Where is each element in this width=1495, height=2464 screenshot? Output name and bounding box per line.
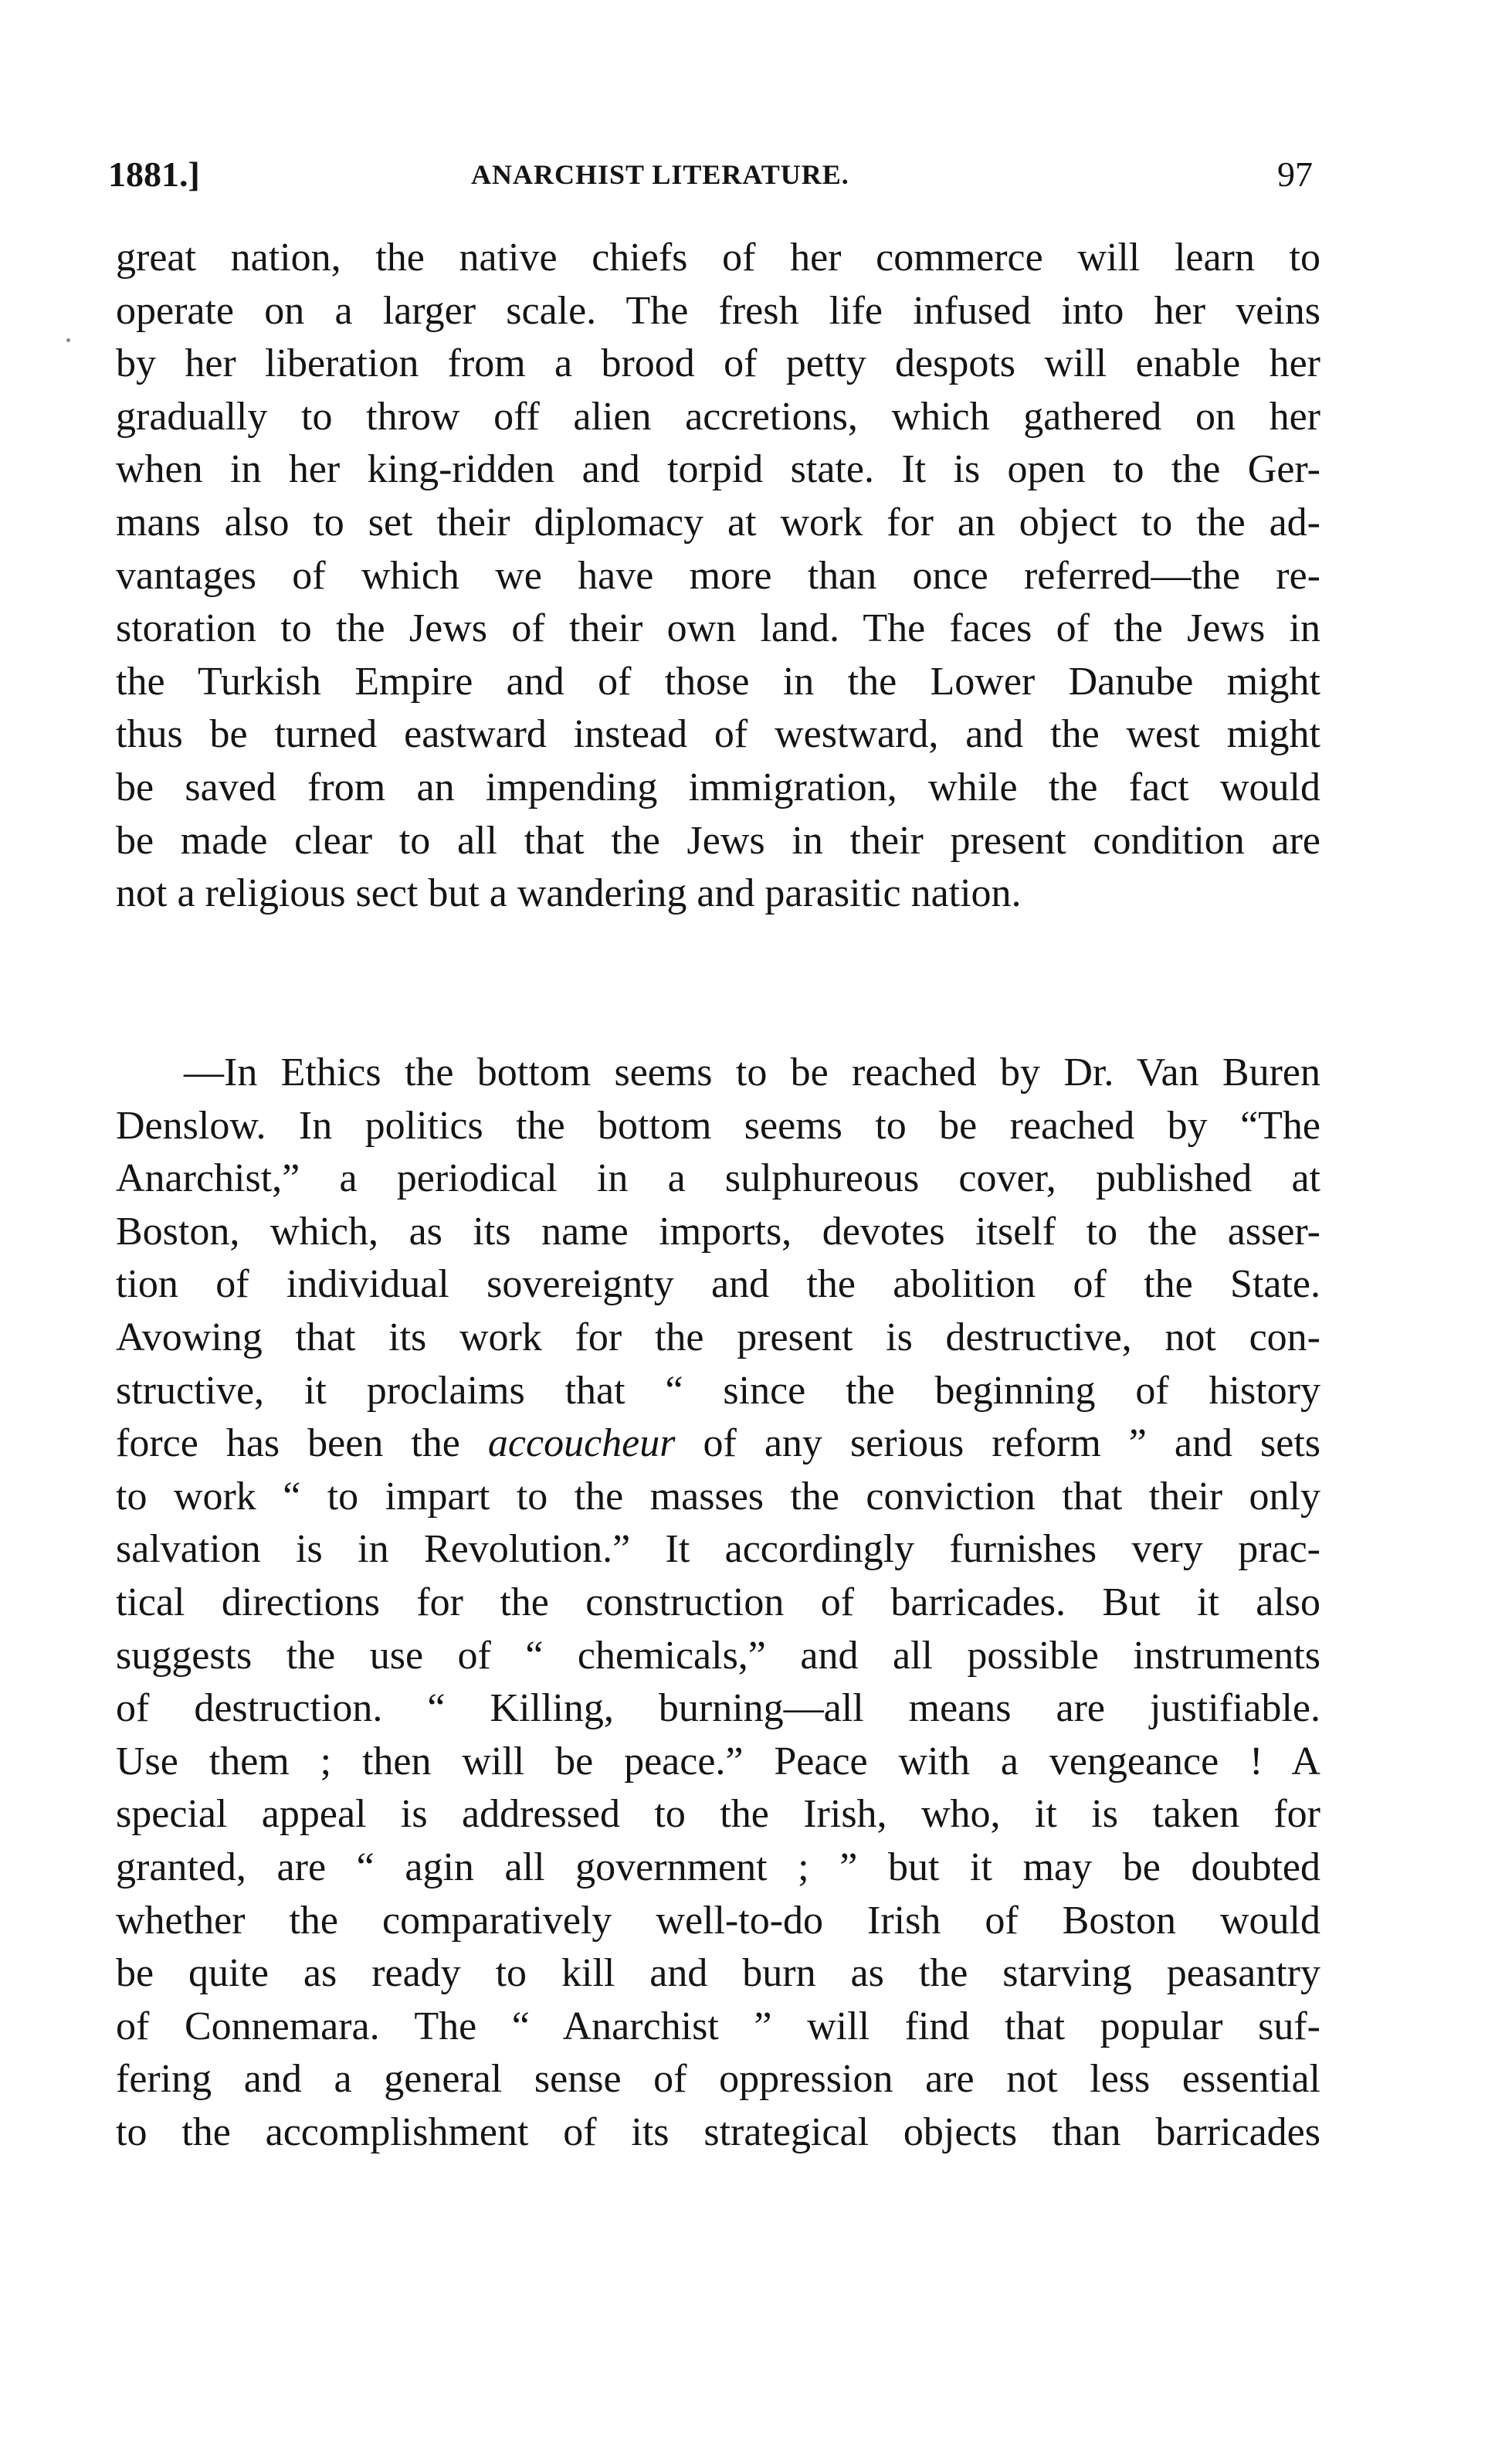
text-line: operate on a larger scale. The fresh life infused into her veins — [116, 288, 1320, 333]
stray-ink-mark — [66, 338, 70, 342]
text-line: of Connemara. The “ Anarchist ” will find that popular suf- — [116, 2004, 1320, 2048]
text-line: whether the comparatively well-to-do Irish of Boston would — [116, 1898, 1320, 1943]
text-line: storation to the Jews of their own land. The faces of the Jews in — [116, 606, 1320, 651]
text-line: be made clear to all that the Jews in their present condition are — [116, 818, 1320, 863]
running-head-year: 1881.] — [108, 154, 200, 194]
page-number: 97 — [1277, 154, 1313, 194]
text-line: Use them ; then will be peace.” Peace with a vengeance ! A — [116, 1739, 1320, 1784]
text-line: great nation, the native chiefs of her commerce will learn to — [116, 236, 1320, 280]
text-line: tion of individual sovereignty and the abolition of the State. — [116, 1262, 1320, 1307]
paragraph-1 — [116, 232, 1320, 921]
text-line: the Turkish Empire and of those in the Lower Danube might — [116, 659, 1320, 704]
text-line: special appeal is addressed to the Irish, who, it is taken for — [116, 1792, 1320, 1837]
text-line: Avowing that its work for the present is destructive, not con- — [116, 1315, 1320, 1359]
text-line: when in her king-ridden and torpid state. It is open to the Ger- — [116, 447, 1320, 492]
text-line: tical directions for the construction of barricades. But it also — [116, 1580, 1320, 1624]
text-line: granted, are “ agin all government ; ” but it may be doubted — [116, 1845, 1320, 1889]
italic-term: accoucheur — [487, 1421, 676, 1466]
running-head-title: ANARCHIST LITERATURE. — [471, 159, 849, 190]
text-line: fering and a general sense of oppression are not less essential — [116, 2057, 1320, 2102]
text-line: thus be turned eastward instead of westward, and the west might — [116, 712, 1320, 757]
text-line: be saved from an impending immigration, while the fact would — [116, 765, 1320, 809]
text-line: be quite as ready to kill and burn as the starving peasantry — [116, 1951, 1320, 1996]
text-line: to the accomplishment of its strategical objects than barricades — [116, 2109, 1320, 2154]
text-line: —In Ethics the bottom seems to be reached by Dr. Van Buren — [184, 1050, 1320, 1095]
paragraph-2 — [116, 1047, 1320, 2159]
text-line: Denslow. In politics the bottom seems to be reached by “The — [116, 1103, 1320, 1148]
text-line: of destruction. “ Killing, burning—all means are justifiable. — [116, 1686, 1320, 1731]
text-line: structive, it proclaims that “ since the beginning of history — [116, 1368, 1320, 1413]
text-line: by her liberation from a brood of petty despots will enable her — [116, 341, 1320, 386]
text-line: Boston, which, as its name imports, devotes itself to the asser- — [116, 1209, 1320, 1254]
text-line: force has been the accoucheur of any serious reform ” and sets — [116, 1421, 1320, 1466]
text-line: not a religious sect but a wandering and parasitic nation. — [116, 871, 1022, 916]
text-line: suggests the use of “ chemicals,” and all possible instruments — [116, 1633, 1320, 1678]
text-line: salvation is in Revolution.” It accordingly furnishes very prac- — [116, 1527, 1320, 1572]
text-line: gradually to throw off alien accretions, which gathered on her — [116, 394, 1320, 439]
text-line: to work “ to impart to the masses the conviction that their only — [116, 1474, 1320, 1519]
running-head — [108, 144, 1313, 205]
text-line: vantages of which we have more than once referred—the re- — [116, 553, 1320, 598]
text-line: mans also to set their diplomacy at work for an object to the ad- — [116, 500, 1320, 545]
text-line: Anarchist,” a periodical in a sulphureous cover, published at — [116, 1156, 1320, 1201]
